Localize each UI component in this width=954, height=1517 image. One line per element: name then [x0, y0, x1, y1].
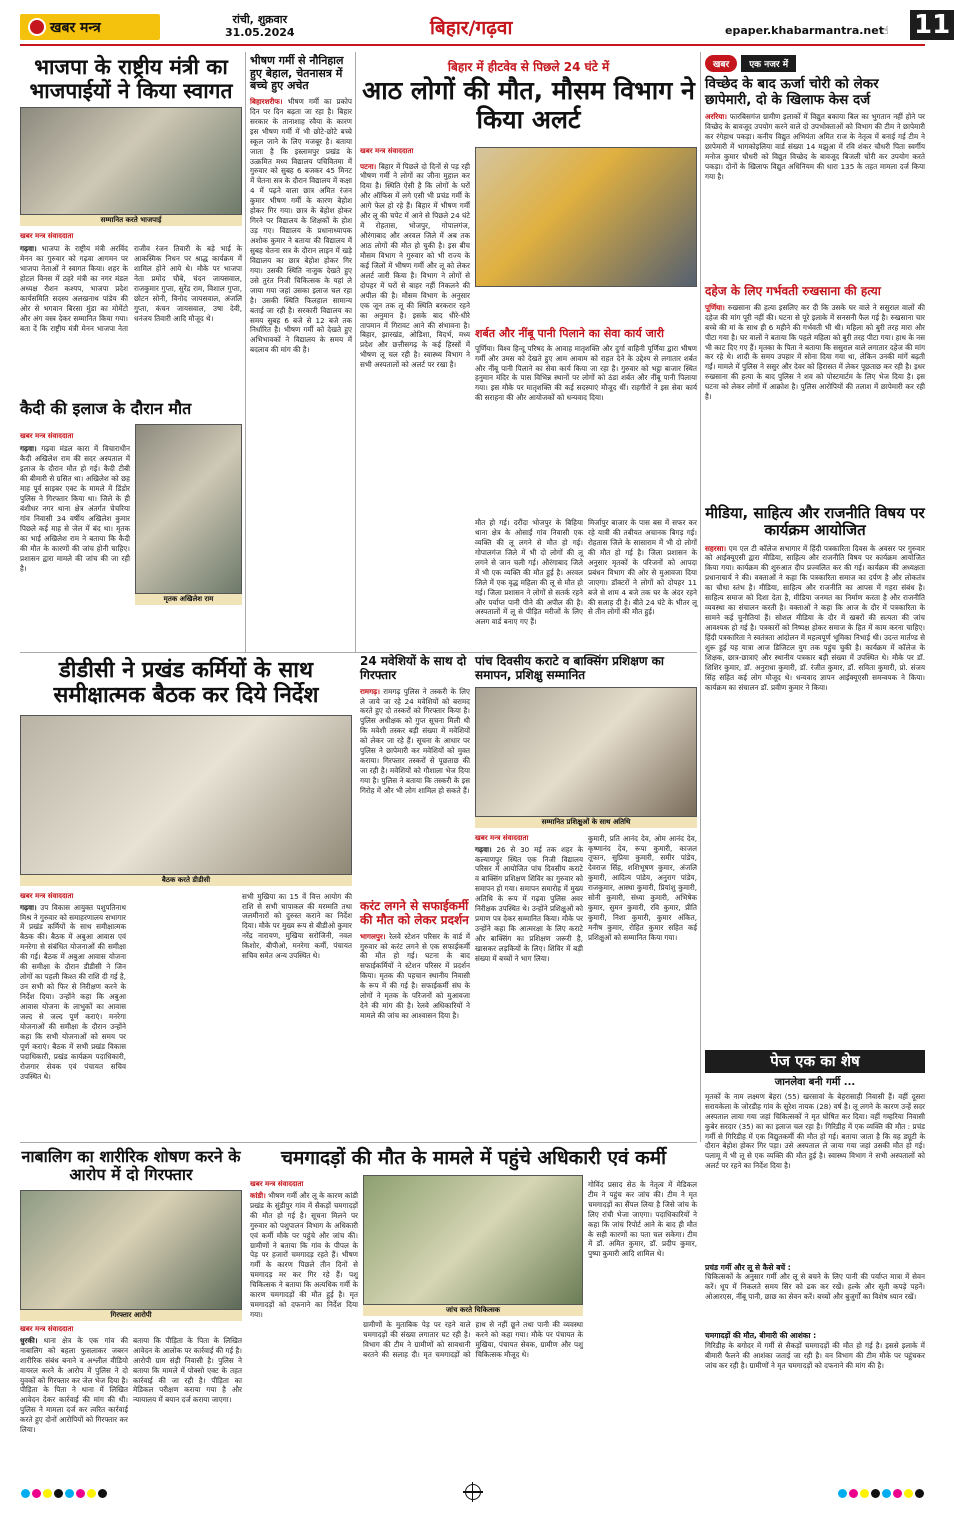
story-media-seminar — [705, 505, 925, 1034]
story-heatwave-continued — [475, 518, 697, 628]
story-power-theft — [705, 55, 925, 248]
story-bjp-welcome — [20, 55, 242, 374]
story-body: अररिया। फारबिसगंज ग्रामीण इलाकों में विद्युत बकाया बिल का भुगतान नहीं होने पर विच्छेद के बावजूद उपयोग करने वाले दो उपभोक्ताओं को विभाग की टीम ने छापेमारी कर रंगेहाथ पकड़ा। कनीय विद्युत अभियंता अमित राज के नेतृत्व में बनाई गई टीम ने छापेमारी में भागकोइलिया वार्ड संख्या 14 मझुआ में रवि शंकर चौधरी पिता स्वर्गीय मनोज कुमार चौधरी को विद्युत विच्छेद के बावजूद बिजली चोरी कर उपयोग करते पकड़ा। दोनों के खिलाफ विद्युत अधिनियम की धारा 135 के तहत मामला दर्ज किया गया है। — [705, 112, 925, 181]
byline: खबर मन्त्र संवाददाता — [20, 1324, 74, 1333]
story-body: गिरिडीह के बगोदर में गर्मी से सैकड़ों चमगादड़ों की मौत हो गई है। इससे इलाके में बीमारी फैलने की आशंका जताई जा रही है। वन विभाग की टीम मौके पर पहुंचकर जांच कर रही है। ग्रामीणों ने मृत चमगादड़ों को दफनाने की मांग की है। — [705, 1341, 925, 1370]
story-body: चिकित्सकों के अनुसार गर्मी और लू से बचने के लिए पानी की पर्याप्त मात्रा में सेवन करें। धूप में निकलते समय सिर को ढक कर रखें। हल्के और सूती कपड़े पहनें। ओआरएस, नींबू पानी, छाछ का सेवन करें। बच्चों और बुजुर्गों का विशेष ध्यान रखें। — [705, 1272, 925, 1302]
story-body: मृतकों के नाम लक्ष्मण बेहरा (55) खरसावां के बेहरासाही निवासी हैं। वहीं दूसरा सरायकेला के जोरडीह गांव के सुरेश नायक (28) वर्ष है। लू लगने के कारण उन्हें सदर अस्पताल लाया गया जहां चिकित्सकों ने मृत घोषित कर दिया। वहीं गम्हरिया निवासी कुबेर सरदार (35) का का इलाज चल रहा है। गिरिडीह में एक व्यक्ति की मौत : प्रचंड गर्मी से गिरिडीह में एक विद्युतकर्मी की मौत हो गई। बताया जाता है कि वह ड्यूटी के दौरान बेहोश होकर गिर पड़ा। उसे अस्पताल ले जाया गया जहां उसकी मौत हो गई। पलामू में भी लू से एक व्यक्ति की मौत हुई है। स्वास्थ्य विभाग ने सभी अस्पतालों को अलर्ट पर रहने का निर्देश दिया है। — [705, 1091, 925, 1171]
headline: आठ लोगों की मौत, मौसम विभाग ने किया अलर्ट — [362, 76, 695, 134]
story-body: गढ़वा। उप विकास आयुक्त पशुपतिनाथ मिश्र ने गुरुवार को समाहरणालय सभागार में प्रखंड कर्मियों के साथ समीक्षात्मक बैठक की। बैठक में अबुआ आवास एवं मनरेगा से संबंधित योजनाओं की समीक्षा की गई। बैठक में अबुआ आवास योजना की समीक्षा के दौरान डीडीसी ने जिन लोगों का पहली किश्त की राशि दी गई है, उन सभी को फिर से निरीक्षण करने के निर्देश दिया। उन्होंने कहा कि अबुआ आवास योजना के लाभुकों का आवास जल्द से जल्द पूर्ण कराएं। मनरेगा योजनाओं की समीक्षा के दौरान उन्होंने कहा कि सभी योजनाओं को समय पर पूर्ण कराएं। बैठक में सभी प्रखंड विकास पदाधिकारी, प्रखंड कार्यक्रम पदाधिकारी, रोजगार सेवक एवं पंचायत सचिव उपस्थित थे। — [20, 902, 126, 1081]
photo-caption: सम्मानित प्रशिक्षुओं के साथ अतिथि — [475, 817, 697, 828]
news-photo — [475, 687, 697, 817]
byline: खबर मन्त्र संवाददाता — [475, 833, 529, 842]
story-body: पूर्णिया। रुखसाना की हत्या इसलिए कर दी कि उसके घर वाले ने ससुराल वालों की दहेज की मांग पूरी नहीं की। घटना से पूरे इलाके में सनसनी फैल गई है। रुखसाना चार बच्चे की मां के साथ ही 6 महीने की गर्भवती भी थी। महिला को बुरी तरह मारा और पीटा गया है। घर वालों ने बताया कि पहले महिला को बुरी तरह पीटा गया। हाथ के नस भी काट दिए गए हैं। मृतका के पिता ने बताया कि ससुराल वाले लगातार दहेज की मांग कर रहे थे। शादी के समय उपहार में सोना दिया गया था, लेकिन उनकी मांगें बढ़ती गईं। मामले में पुलिस ने ससुर और देवर को हिरासत में लेकर पूछताछ कर रही है। इधर रुखसाना की हत्या के बाद पुलिस ने शव को पोस्टमार्टम के लिए भेज दिया है। इस घटना को लेकर लोगों में आक्रोश है। पुलिस आरोपियों की तलाश में छापेमारी कर रही है। — [705, 302, 925, 402]
story-karate-training — [475, 655, 697, 1100]
story-minor-abuse — [20, 1148, 242, 1441]
headline: 24 मवेशियों के साथ दो गिरफ्तार — [360, 654, 467, 682]
story-body: ग्रामीणों के मुताबिक पेड़ पर रहने वाले चमगादड़ों की संख्या लगातार घट रही है। विभाग की टीम ने ग्रामीणों को सावधानी बरतने की सलाह दी। मृत चमगादड़ों को हाथ से नहीं छूने तथा पानी की व्यवस्था करने को कहा गया। मौके पर पंचायत के मुखिया, पंचायत सेवक, ग्रामीण और पशु चिकित्सक मौजूद थे। — [363, 1319, 583, 1359]
news-photo — [475, 147, 697, 287]
story-body: गढ़वा। 26 से 30 मई तक शहर के कल्याणपुर स्थित एक निजी विद्यालय परिसर में आयोजित पांच दिवसीय कराटे व बाक्सिंग प्रशिक्षण शिविर का गुरुवार को समापन हो गया। समापन समारोह में मुख्य अतिथि के रूप में गढ़वा पुलिस अवर निरीक्षक उपस्थित थे। उन्होंने प्रशिक्षुओं को प्रमाण पत्र देकर सम्मानित किया। मौके पर उन्होंने कहा कि आत्मरक्षा के लिए कराटे और बाक्सिंग का प्रशिक्षण जरूरी है, खासकर लड़कियों के लिए। शिविर में बड़ी संख्या में बच्चों ने भाग लिया। — [475, 844, 583, 963]
headline: भीषण गर्मी से नौनिहाल हुए बेहाल, चेतनासत्र में बच्चे हुए अचेत — [250, 54, 344, 93]
headline: करंट लगने से सफाईकर्मी की मौत को लेकर प्रदर्शन — [360, 899, 469, 927]
news-photo — [20, 715, 352, 875]
story-bat-deaths — [250, 1148, 697, 1461]
byline: खबर मन्त्र संवाददाता — [20, 232, 74, 241]
headline: कैदी की इलाज के दौरान मौत — [20, 399, 192, 418]
issue-date: 31.05.2024 — [225, 26, 295, 40]
color-marks-right — [837, 1483, 925, 1502]
website-link[interactable]: epaper.khabarmantra.net — [725, 24, 884, 37]
story-page-one-continued — [705, 1050, 925, 1421]
tag-label: खबर — [705, 55, 737, 72]
news-photo — [135, 424, 242, 594]
story-heat-children — [250, 55, 352, 642]
story-body: बिहारशरीफ। भीषण गर्मी का प्रकोप दिन पर दिन बढ़ता जा रहा है। बिहार सरकार के तानाशाह रवैया के कारण इस भीषण गर्मी में भी छोटे-छोटे बच्चे स्कूल जाने के लिए मजबूर है। बताया जाता है कि इस्लामपुर प्रखंड के उत्क्रमित मध्य विद्यालय पचिवितमा में गुरुवार को सुबह 6 बजकर 45 मिनट में चेतना सत्र के दौरान विद्यालय में कक्षा 4 में पढ़ने वाला छात्र अमित रंजन कुमार भीषण गर्मी के कारण बेहोश होकर गिर गया। छात्र के बेहोश होकर गिरने पर विद्यालय के शिक्षकों के होश उड़ गए। विद्यालय के प्रधानाध्यापक अशोक कुमार ने बताया की विद्यालय में सुबह चेतना सत्र के दौरान लाइन में खड़े विद्यालय का छात्र बेहोश होकर गिर गया। उसकी स्थिति नाजुक देखते हुए उसे तुरंत निजी चिकित्सक के यहां ले जाया गया जहां उसका इलाज चल रहा है। उसकी स्थिति फिलहाल सामान्य बताई जा रही है। सरकारी विद्यालय का समय सुबह 6 बजे से 12 बजे तक निर्धारित है। भीषण गर्मी को देखते हुए अभिभावकों ने विद्यालय के समय में बदलाव की मांग की है। — [250, 96, 352, 355]
story-body: कुमारी, प्रति आनंद देव, ओम आनंद देव, कृष्णानंद देव, रूपा कुमारी, काजल तूफान, सुप्रिया कुमारी, समीर पांडेय, देवराज सिंह, शशिभूषण कुमार, अंजलि कुमारी, आदित्य पांडेय, अनुराग पांडेय, राजकुमार, आस्था कुमारी, प्रियांशु कुमारी, सोनी कुमारी, संध्या कुमारी, अभिषेक कुमार, सुमन कुमारी, रवि कुमार, प्रीति कुमारी, निशा कुमारी, कुमार अंकित, मनीष कुमार, रोहित कुमार सहित कई प्रशिक्षुओं को सम्मानित किया गया। — [588, 833, 697, 942]
byline: खबर मन्त्र संवाददाता — [20, 432, 74, 441]
headline: पेज एक का शेष — [705, 1050, 925, 1073]
kicker: बिहार में हीटवेव से पिछले 24 घंटे में — [447, 60, 610, 74]
story-body: बताया कि पीड़िता के पिता के लिखित आवेदन के आलोक पर कार्रवाई की गई है। आरोपी ग्राम संड़ी निवासी है। पुलिस ने बताया कि मामले में पोक्सो एक्ट के तहत कार्रवाई की जा रही है। पीड़िता का मेडिकल परीक्षण कराया गया है और न्यायालय में बयान दर्ज कराया जाएगा। — [133, 1335, 242, 1405]
subhead: चमगादड़ों की मौत, बीमारी की आशंका : — [705, 1331, 817, 1341]
byline: खबर मन्त्र संवाददाता — [360, 146, 414, 155]
headline: मीडिया, साहित्य और राजनीति विषय पर कार्यक्रम आयोजित — [705, 504, 925, 540]
story-body: भागलपुर। रेलवे स्टेशन परिसर के वार्ड में गुरुवार को करंट लगने से एक सफाईकर्मी की मौत हो गई। घटना के बाद सफाईकर्मियों ने स्टेशन परिसर में प्रदर्शन किया। मृतक की पहचान स्थानीय निवासी के रूप में की गई है। सफाईकर्मी संघ के लोगों ने मृतक के परिजनों को मुआवजा देने की मांग की है। रेलवे अधिकारियों ने मामले की जांच का आश्वासन दिया है। — [360, 931, 470, 1021]
story-body: कांडी। भीषण गर्मी और लू के कारण कांडी प्रखंड के सुंडीपुर गांव में सैकड़ों चमगादड़ों की मौत हो गई है। सूचना मिलने पर गुरुवार को पशुपालन विभाग के अधिकारी एवं कर्मी मौके पर पहुंचे और जांच की। ग्रामीणों ने बताया कि गांव के पीपल के पेड़ पर हजारों चमगादड़ रहते हैं। भीषण गर्मी के कारण पिछले तीन दिनों से चमगादड़ मर कर गिर रहे हैं। पशु चिकित्सक ने बताया कि अत्यधिक गर्मी के कारण चमगादड़ों की मौत हुई है। मृत चमगादड़ों को दफनाने का निर्देश दिया गया। — [250, 1190, 358, 1320]
photo-caption: गिरफ्तार आरोपी — [20, 1310, 242, 1321]
photo-caption: बैठक करते डीडीसी — [20, 875, 352, 886]
cursor-icon: ☝ — [882, 24, 889, 37]
headline: दहेज के लिए गर्भवती रुखसाना की हत्या — [705, 284, 881, 298]
subhead: जानलेवा बनी गर्मी ... — [774, 1077, 856, 1089]
subhead: प्रचंड गर्मी और लू से कैसे बचें : — [705, 1262, 791, 1272]
headline: विच्छेद के बाद ऊर्जा चोरी को लेकर छापेमारी, दो के खिलाफ केस दर्ज — [705, 76, 879, 108]
story-body: गढ़वा। भाजपा के राष्ट्रीय मंत्री अरविंद मेनन का गुरुवार को गढ़वा आगमन पर भाजपा नेताओं ने स्वागत किया। शहर के होटल विनस में ठहरे मंत्री का नगर मंडल अध्यक्ष रौशन कश्यप, भाजपा प्रदेश कार्यसमिति सदस्य अलखनाथ पांडेय की ओर से भगवान बिरसा मुंडा का मोमेंटो और अंग वस्त्र देकर सम्मानित किया गया। बता दें कि राष्ट्रीय मंत्री मेनन भाजपा नेता राजीव रंजन तिवारी के बड़े भाई के आकस्मिक निधन पर श्राद्ध कार्यक्रम में शामिल होने आये थे। मौके पर भाजपा नेता प्रमोद चौबे, चंदन जायसवाल, राजकुमार गुप्ता, सुरेंद्र राम, विशाल गुप्ता, छोटन सोनी, विनोद जायसवाल, अंजलि गुप्ता, कंचन जायसवाल, उषा देवी, धनंजय तिवारी आदि मौजूद थे। — [20, 244, 242, 333]
story-body — [131, 892, 237, 1137]
story-body: धुरकी। थाना क्षेत्र के एक गांव की नाबालिग को बहला फुसलाकर जबरन शारीरिक संबंध बनाने व अश्लील वीडियो वायरल करने के आरोप में पुलिस ने दो युवकों को गिरफ्तार कर जेल भेज दिया है। पीड़िता के पिता ने थाना में लिखित आवेदन देकर कार्रवाई की मांग की थी। पुलिस ने मामला दर्ज कर त्वरित कार्रवाई करते हुए दोनों आरोपियों को गिरफ्तार कर लिया। — [20, 1335, 128, 1435]
story-body: सभी मुखिया का 15 वें वित्त आयोग की राशि से सभी चापाकल की मरम्मति तथा जलमीनारों को दुरुस्त कराने का निर्देश दिया। मौके पर मुख्य रूप से बीडीओ कुमार नरेंद्र नारायण, मुखिया सरोजिनी, नवल किशोर, बीपीओ, मनरेगा कर्मी, पंचायत सचिव समेत अन्य उपस्थित थे। — [242, 891, 352, 961]
masthead-date — [225, 13, 295, 39]
story-body: सहरसा। एम एल टी कॉलेज सभागार में हिंदी पत्रकारिता दिवस के अवसर पर गुरुवार को आईक्यूएसी द्वारा मीडिया, साहित्य और राजनीति विषय पर कार्यक्रम आयोजित किया गया। कार्यक्रम की शुरुआत दीप प्रज्वलित कर की गई। कार्यक्रम की अध्यक्षता प्रधानाचार्य ने की। वक्ताओं ने कहा कि पत्रकारिता समाज का दर्पण है और लोकतंत्र का चौथा स्तंभ है। मीडिया, साहित्य और राजनीति का आपस में गहरा संबंध है। साहित्य समाज को दिशा देता है, मीडिया जनमत का निर्माण करता है और राजनीति व्यवस्था का संचालन करती है। वक्ताओं ने कहा कि आज के दौर में पत्रकारिता के सामने कई चुनौतियां हैं। सोशल मीडिया के दौर में खबरों की सत्यता की जांच आवश्यक हो गई है। पत्रकारों को निष्पक्ष होकर समाज के हित में काम करना चाहिए। हिंदी पत्रकारिता ने स्वतंत्रता आंदोलन में महत्वपूर्ण भूमिका निभाई थी। उदन्त मार्तण्ड से शुरू हुई यह यात्रा आज डिजिटल युग तक पहुंच चुकी है। कार्यक्रम में कॉलेज के शिक्षक, छात्र-छात्राएं और स्थानीय पत्रकार बड़ी संख्या में उपस्थित थे। मौके पर डॉ. शिशिर कुमार, डॉ. अनुराधा कुमारी, डॉ. रंजीत कुमार, डॉ. सविता कुमारी, प्रो. संजय सिंह सहित कई लोग मौजूद थे। धन्यवाद ज्ञापन आईक्यूएसी समन्वयक ने किया। कार्यक्रम का संचालन डॉ. प्रवीण कुमार ने किया। — [705, 543, 925, 692]
news-photo — [363, 1175, 583, 1305]
logo-icon — [28, 18, 46, 36]
story-body: रामगढ़। रामगढ़ पुलिस ने तस्करी के लिए ले जाये जा रहे 24 मवेशियों को बरामद करते हुए दो तस्करों को गिरफ्तार किया है। पुलिस अधीक्षक को गुप्त सूचना मिली थी कि मवेशी तस्कर बड़ी संख्या में मवेशियों को लेकर जा रहे हैं। सूचना के आधार पर पुलिस ने छापेमारी कर मवेशियों को मुक्त कराया। गिरफ्तार तस्करों से पूछताछ की जा रही है। मवेशियों को गौशाला भेज दिया गया है। पुलिस ने बताया कि तस्करी के इस गिरोह में और भी लोग शामिल हो सकते हैं। — [360, 686, 470, 795]
color-marks-left — [20, 1483, 108, 1502]
news-photo — [20, 1190, 242, 1310]
headline: पांच दिवसीय कराटे व बाक्सिंग प्रशिक्षण का समापन, प्रशिक्षु सम्मानित — [475, 654, 664, 682]
section-title: बिहार/गढ़वा — [430, 17, 513, 39]
crosshair-icon — [465, 1484, 481, 1500]
headline: नाबालिग का शारीरिक शोषण करने के आरोप में दो गिरफ्तार — [21, 1147, 241, 1185]
headline: शर्बत और नींबू पानी पिलाने का सेवा कार्य जारी — [475, 327, 664, 340]
section-tag — [705, 55, 925, 72]
masthead — [20, 10, 951, 46]
story-body: गढ़वा। गढ़वा मंडल कारा में विचाराधीन कैदी अखिलेश राम की सदर अस्पताल में इलाज के दौरान मौत हो गई। कैदी टीबी की बीमारी से ग्रसित था। अखिलेश को छह माह पूर्व साइबर एक्ट के मामले में डिंडोर पुलिस ने गिरफ्तार किया था। जिले के ही बंशीधर नगर थाना क्षेत्र अंतर्गत चेचरिया गांव निवासी 34 वर्षीय अखिलेश कुमार पिछले कई माह से जेल में बंद था। मृतक का भाई अखिलेश राम ने बताया कि कैदी की मौत के कारणों की जांच होनी चाहिए। प्रशासन द्वारा मामले की जांच की जा रही है। — [20, 444, 130, 573]
story-body: पटना। बिहार में पिछले दो दिनों से पड़ रही भीषण गर्मी ने लोगों का जीना मुहाल कर दिया है। स्थिति ऐसी है कि लोगों के घरों और ऑफिस में लगे एसी भी प्रचंड गर्मी के आगे फेल हो रहे हैं। बिहार में भीषण गर्मी और लू की चपेट में आने से पिछले 24 घंटे में रोहतास, भोजपुर, गोपालगंज, औरंगाबाद और अरवल जिले में अब तक आठ लोगों की मौत हो चुकी है। इस बीच मौसम विभाग ने गुरुवार को भी राज्य के कई जिलों में भीषण गर्मी और लू को लेकर अलर्ट जारी किया है। विभाग ने लोगों से दोपहर में घरों से बाहर नहीं निकलने की अपील की है। मौसम विभाग के अनुसार एक जून तक लू की स्थिति बरकरार रहने का अनुमान है। इसके बाद धीरे-धीरे तापमान में गिरावट आने की संभावना है। बिहार, झारखंड, ओडिशा, विदर्भ, मध्य प्रदेश और छत्तीसगढ़ के कई हिस्सों में भीषण लू चल रही है। स्वास्थ्य विभाग ने सभी अस्पतालों को अलर्ट पर रखा है। — [360, 161, 470, 370]
story-dowry-murder — [705, 285, 925, 508]
story-ddc-meeting — [20, 658, 352, 1137]
story-cattle-smuggling — [360, 655, 470, 892]
story-body: पूर्णिया। विश्व हिन्दू परिषद के आवाह मातृशक्ति और दुर्गा वाहिनी पूर्णिया द्वारा भीषण गर्मी और उमस को देखते हुए आम आवाम को राहत देने के उद्देश्य से लगातार शर्बत और नींबू पानी पिलाने का सेवा कार्य किया जा रहा है। गुरुवार को भट्ठा बाजार स्थित हनुमान मंदिर के पास विभिन्न स्थानों पर लोगों को ठंडा शर्बत और नींबू पानी पिलाया गया। इस मौके पर मातृशक्ति की कई सदस्याएं मौजूद थीं। राहगीरों ने इस सेवा कार्य की सराहना की और आयोजकों को धन्यवाद दिया। — [475, 343, 697, 403]
story-body: मिर्जापुर बाजार के पास बस में सफर कर रहे यात्री की तबीयत अचानक बिगड़ गई। रोहतास जिले के सासाराम में भी दो लोगों की मौत हो गई है। जिला प्रशासन के अनुसार मृतकों के परिजनों को आपदा प्रबंधन विभाग की ओर से मुआवजा दिया जाएगा। डॉक्टरों ने लोगों को दोपहर 11 बजे से शाम 4 बजे तक घर के अंदर रहने की सलाह दी है। बीते 24 घंटे के भीतर लू से तीन लोगों की मौत हुई। — [588, 518, 697, 617]
headline: चमगादड़ों की मौत के मामले में पहुंचे अधिकारी एवं कर्मी — [280, 1147, 667, 1169]
photo-caption: सम्मानित करते भाजपाई — [20, 215, 242, 226]
photo-caption: जांच करते चिकित्सक — [363, 1305, 583, 1316]
city-day: रांची, शुक्रवार — [232, 13, 288, 26]
story-body: गोविंद प्रसाद सेठ के नेतृत्व में मेडिकल टीम ने पहुंच कर जांच की। टीम ने मृत चमगादड़ों का सैंपल लिया है जिसे जांच के लिए रांची भेजा जाएगा। पदाधिकारियों ने कहा कि जांच रिपोर्ट आने के बाद ही मौत के सही कारणों का पता चल सकेगा। टीम में डॉ. अमित कुमार, डॉ. प्रदीप कुमार, पुष्पा कुमारी आदि शामिल थे। — [588, 1179, 697, 1259]
byline: खबर मन्त्र संवाददाता — [20, 891, 74, 900]
headline: डीडीसी ने प्रखंड कर्मियों के साथ समीक्षात्मक बैठक कर दिये निर्देश — [53, 658, 319, 709]
story-prisoner-death — [20, 400, 242, 634]
headline: भाजपा के राष्ट्रीय मंत्री का भाजपाईयों ने किया स्वागत — [29, 55, 233, 104]
story-body: मौत हो गई। दरौंदा भोजपुर के बिहिया थाना क्षेत्र के ओसाईं गांव निवासी एक व्यक्ति की लू लगने से मौत हो गई। गोपालगंज जिले में भी दो लोगों की लू लगने से जान चली गई। औरंगाबाद जिले में भी एक व्यक्ति की मौत हुई है। अरवल जिले में एक वृद्ध महिला की लू से मौत हो गई। जिला प्रशासन ने लोगों से सतर्क रहने और पर्याप्त पानी पीने की अपील की है। अस्पतालों में लू से पीड़ित मरीजों के लिए अलग वार्ड बनाए गए हैं। — [475, 518, 583, 627]
tag-label-2: एक नजर में — [741, 55, 796, 72]
story-sherbet-service — [475, 328, 697, 524]
news-photo — [20, 107, 242, 215]
page-number: 11 — [910, 10, 954, 40]
story-sweeper-death — [360, 900, 470, 1112]
logo-text: खबर मन्त्र — [50, 19, 101, 36]
newspaper-logo — [20, 14, 160, 40]
registration-marks — [20, 1482, 925, 1502]
byline: खबर मन्त्र संवाददाता — [250, 1179, 304, 1188]
photo-caption: मृतक अखिलेश राम — [135, 594, 242, 605]
